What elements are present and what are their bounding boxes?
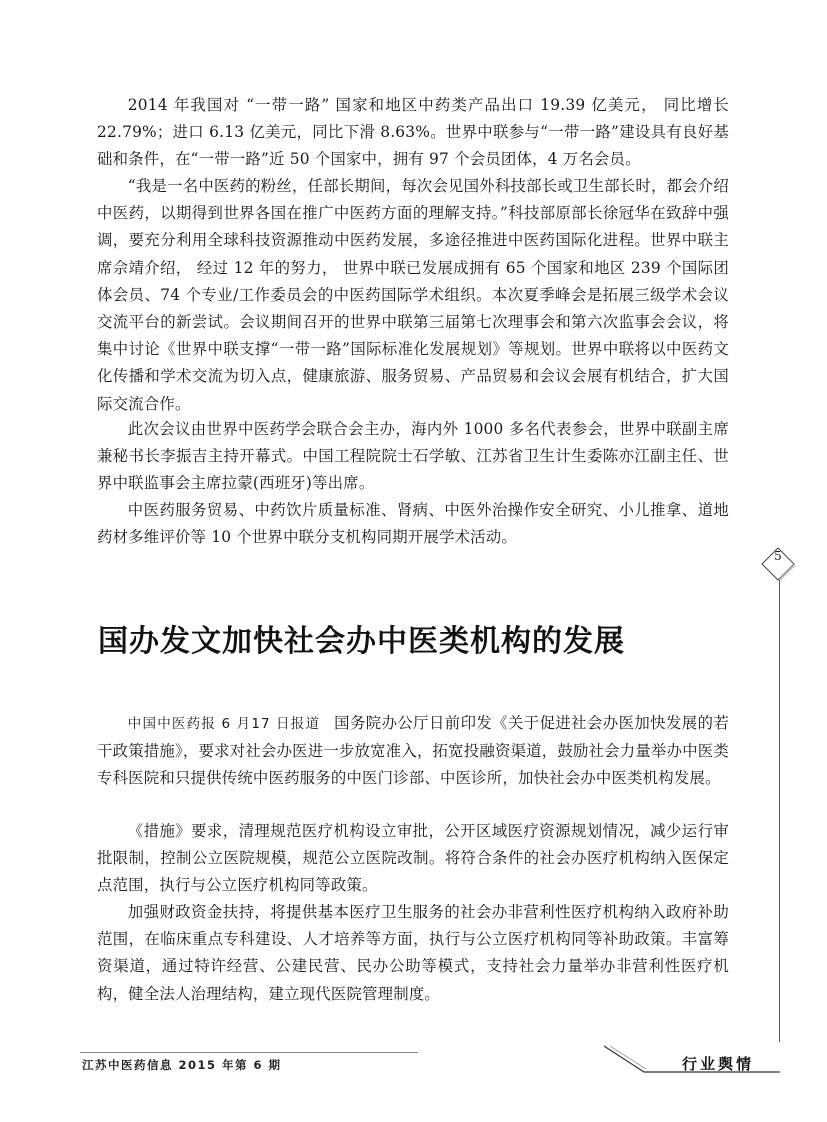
footer-section-title: 行业舆情 <box>681 1055 754 1073</box>
article2-paragraph-2: 《措施》要求，清理规范医疗机构设立审批，公开区域医疗资源规划情况，减少运行审批限制，控制公立医院规模，规范公立医院改制。将符合条件的社会办医疗机构纳入医保定点范围，执行与公立医疗机构同等政策。 <box>97 822 729 895</box>
article2-headline: 国办发文加快社会办中医类机构的发展 <box>98 624 625 659</box>
footer-rule <box>80 1052 418 1053</box>
article1-paragraph-3: 此次会议由世界中医药学会联合会主办，海内外 1000 多名代表参会，世界中联副主席兼秘书长李振吉主持开幕式。中国工程院院士石学敏、江苏省卫生计生委陈亦江副主任、世界中联监事会主席拉蒙(西班牙)等出席。 <box>97 420 729 493</box>
page-number: 5 <box>774 549 782 563</box>
footer-journal: 江苏中医药信息 2015 年第 6 期 <box>82 1058 282 1072</box>
article1-paragraph-4: 中医药服务贸易、中药饮片质量标准、肾病、中医外治操作安全研究、小儿推拿、道地药材多维评价等 10 个世界中联分支机构同期开展学术活动。 <box>97 501 729 547</box>
article1-paragraph-2: “我是一名中医药的粉丝，任部长期间，每次会见国外科技部长或卫生部长时，都会介绍中医药，以期得到世界各国在推广中医药方面的理解支持。”科技部原部长徐冠华在致辞中强调，要充分利用全球科技资源推动中医药发展，多途径推进中医药国际化进程。世界中联主席佘靖介绍， 经过 12 年的努力， 世界中联已发展成拥有 65 个国家和地区 239 个国际团体会员、74 个专业/工作委员会的中医药国际学术组织。本次夏季峰会是拓展三级学术会议交流平台的新尝试。会议期间召开的世界中联第三届第七次理事会和第六次监事会会议，将集中讨论《世界中联支撑“一带一路”国际标准化发展规划》等规划。世界中联将以中医药文化传播和学术交流为切入点，健康旅游、服务贸易、产品贸易和会议会展有机结合，扩大国际交流合作。 <box>97 177 729 413</box>
article2-paragraph-1 <box>97 710 729 793</box>
article2-dateline: 中国中医药报 6 月17 日报道 <box>127 716 321 732</box>
article2-paragraph-1-text: 国务院办公厅日前印发《关于促进社会办医加快发展的若干政策措施》，要求对社会办医进一步放宽准入，拓宽投融资渠道，鼓励社会力量举办中医类专科医院和只提供传统中医药服务的中医门诊部、中医诊所，加快社会办中医类机构发展。 <box>97 714 729 788</box>
article2-paragraph-3: 加强财政资金扶持，将提供基本医疗卫生服务的社会办非营利性医疗机构纳入政府补助范围，在临床重点专科建设、人才培养等方面，执行与公立医疗机构同等补助政策。丰富筹资渠道，通过特许经营、公建民营、民办公助等模式，支持社会力量举办非营利性医疗机构，健全法人治理结构，建立现代医院管理制度。 <box>97 903 729 1003</box>
margin-rule <box>779 560 780 1042</box>
article1-paragraph-1: 2014 年我国对 “一带一路” 国家和地区中药类产品出口 19.39 亿美元， 同比增长 22.79%；进口 6.13 亿美元，同比下滑 8.63%。世界中联参与“一带一路”建设具有良好基础和条件，在“一带一路”近 50 个国家中，拥有 97 个会员团体，4 万名会员。 <box>97 96 729 169</box>
